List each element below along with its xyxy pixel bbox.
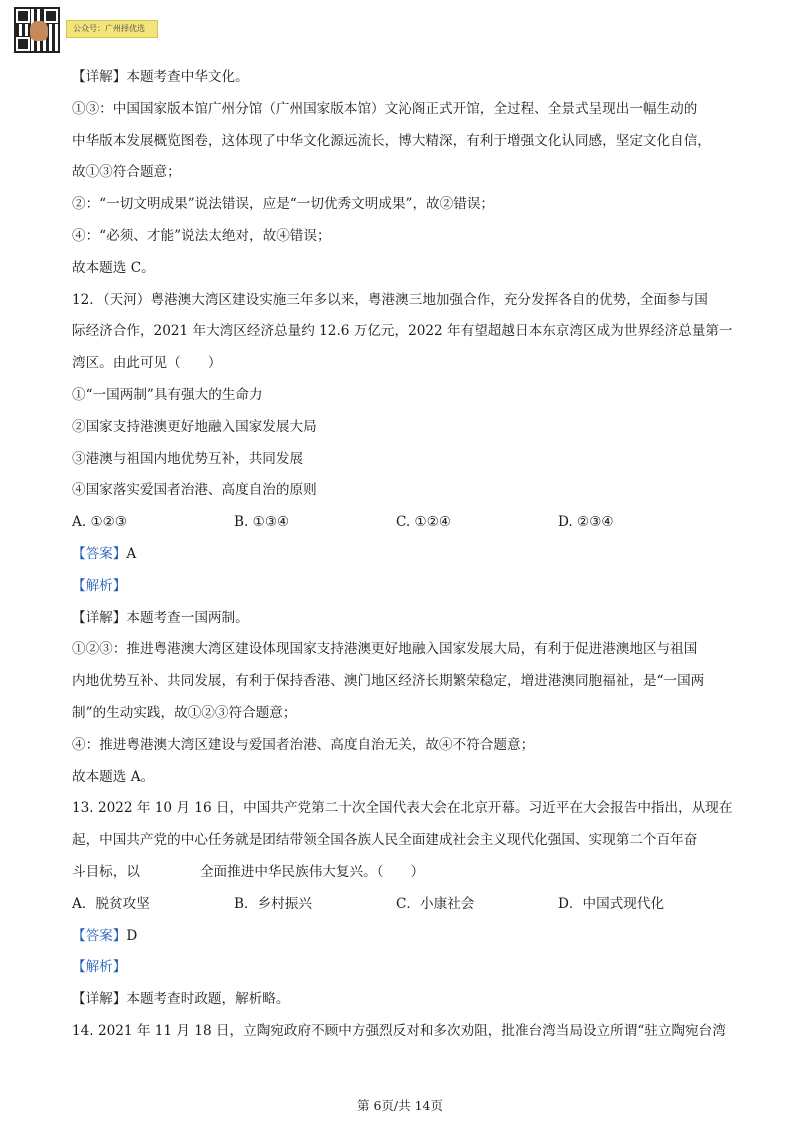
option-b: B. ①③④ [234,514,290,531]
question-13-options [72,889,732,921]
answer-label: 【答案】 [72,545,127,562]
analysis-label: 【解析】 [72,959,127,976]
text-line: 故本题选 C。 [72,259,155,276]
answer-value: D [126,927,138,944]
qr-finder-pattern [16,37,30,51]
qr-code-icon [14,7,60,53]
question-12-stem: 际经济合作，2021 年大湾区经济总量约 12.6 万亿元，2022 年有望超越日本东京湾区成为世界经济总量第一 [72,323,732,340]
qr-finder-pattern [16,9,30,23]
stem-part: 全面推进中华民族伟大复兴。（ ） [199,863,425,880]
stem-part: 斗目标，以 [72,863,140,880]
question-12-statement: ①“一国两制”具有强大的生命力 [72,386,263,403]
question-14-stem: 14. 2021 年 11 月 18 日，立陶宛政府不顾中方强烈反对和多次劝阻，批准台湾当局设立所谓“驻立陶宛台湾 [72,1022,726,1039]
option-d: D. ②③④ [558,514,614,531]
answer-line [72,539,732,571]
option-a: A．脱贫攻坚 [72,895,150,912]
text-line: 故①③符合题意； [72,164,181,181]
text-line: 【详解】本题考查一国两制。 [72,609,249,626]
qr-finder-pattern [44,9,58,23]
option-c: C．小康社会 [396,895,475,912]
question-13-stem [72,857,732,889]
option-c: C. ①②④ [396,514,452,531]
avatar [30,21,48,41]
header-banner: 公众号：广州择优选 [66,20,158,38]
text-line: 【详解】本题考查中华文化。 [72,69,249,85]
text-line: ④：“必须、才能”说法太绝对，故④错误； [72,227,331,244]
text-line: ①②③：推进粤港澳大湾区建设体现国家支持港澳更好地融入国家发展大局，有利于促进港澳地区与祖国 [72,641,698,658]
question-13-stem: 起，中国共产党的中心任务就是团结带领全国各族人民全面建成社会主义现代化强国、实现第二个百年奋 [72,832,698,849]
question-12-options [72,507,732,539]
question-12-stem: 12．（天河）粤港澳大湾区建设实施三年多以来，粤港澳三地加强合作，充分发挥各自的优势，全面参与国 [72,291,708,308]
option-b: B．乡村振兴 [234,895,312,912]
page-number: 第 6页/共 14页 [356,1098,444,1113]
question-12-statement: ③港澳与祖国内地优势互补，共同发展 [72,450,304,467]
text-line: ②：“一切文明成果”说法错误，应是“一切优秀文明成果”，故②错误； [72,196,495,213]
text-line: 【详解】本题考查时政题，解析略。 [72,991,290,1008]
answer-line [72,921,732,953]
option-d: D．中国式现代化 [558,895,665,912]
answer-value: A [126,545,137,562]
text-line: 制”的生动实践，故①②③符合题意； [72,704,297,721]
question-12-statement: ④国家落实爱国者治港、高度自治的原则 [72,482,317,499]
document-body [72,62,732,1048]
text-line: 中华版本发展概览图卷，这体现了中华文化源远流长，博大精深，有利于增强文化认同感，坚定文化自信， [72,132,711,149]
text-line: ①③：中国国家版本馆广州分馆（广州国家版本馆）文沁阁正式开馆，全过程、全景式呈现出一幅生动的 [72,100,698,117]
answer-label: 【答案】 [72,927,127,944]
text-line: 内地优势互补、共同发展，有利于保持香港、澳门地区经济长期繁荣稳定，增进港澳同胞福祉，是“一国两 [72,673,705,690]
text-line: ④：推进粤港澳大湾区建设与爱国者治港、高度自治无关，故④不符合题意； [72,736,535,753]
analysis-label: 【解析】 [72,577,127,594]
question-12-stem: 湾区。由此可见（ ） [72,355,222,372]
question-13-stem: 13. 2022 年 10 月 16 日，中国共产党第二十次全国代表大会在北京开幕。习近平在大会报告中指出，从现在 [72,800,732,817]
question-12-statement: ②国家支持港澳更好地融入国家发展大局 [72,418,317,435]
option-a: A. ①②③ [72,514,128,531]
text-line: 故本题选 A。 [72,768,155,785]
